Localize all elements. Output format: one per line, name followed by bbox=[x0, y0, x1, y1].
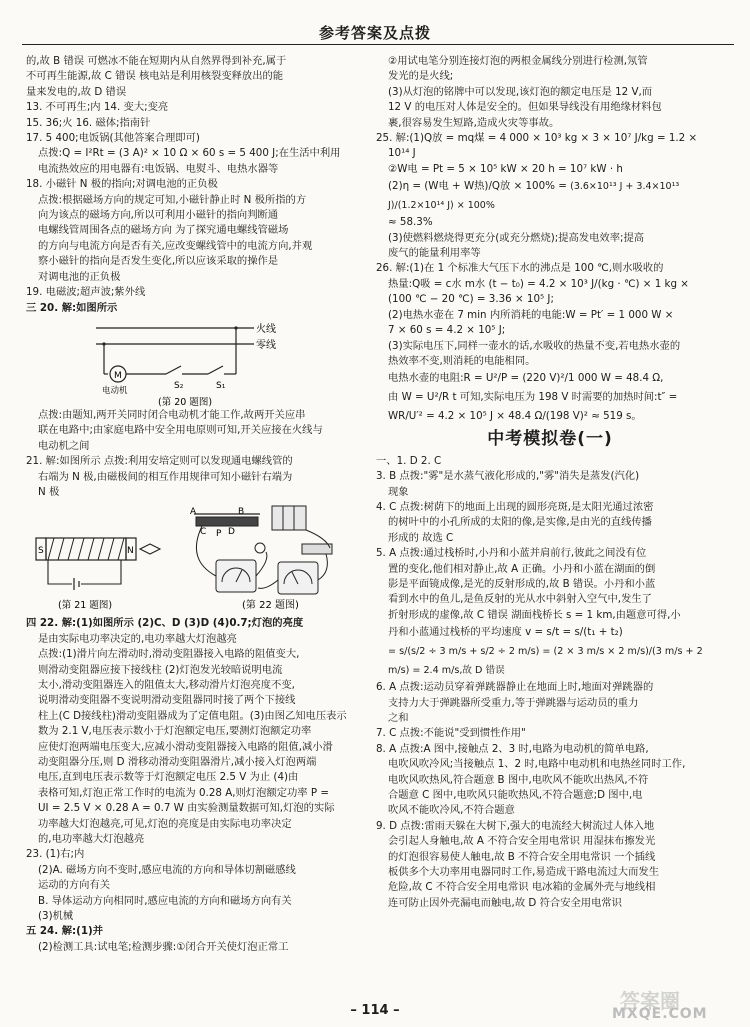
answer-line: 表格可知,灯泡正常工作时的电流为 0.28 A,则灯泡额定功率 P = bbox=[38, 786, 329, 799]
answer-line: 之和 bbox=[388, 712, 409, 724]
figures-21-22-svg bbox=[26, 500, 361, 616]
answer-line: 热效率不变,则消耗的电能相同。 bbox=[388, 354, 536, 367]
switch-s2-label: S₂ bbox=[174, 380, 184, 391]
switch-s1-icon bbox=[208, 366, 223, 374]
answer-line: B. 导体运动方向相同时,感应电流的方向和磁场方向有关 bbox=[38, 894, 292, 907]
terminal-d-label: D bbox=[228, 527, 235, 538]
fire-wire-label: 火线 bbox=[256, 323, 276, 335]
answer-line: 柱上(C D接线柱)滑动变阻器成为了定值电阻。(3)由图乙知电压表示 bbox=[38, 709, 347, 722]
answer-line: 裹,很容易发生短路,造成火灾等事故。 bbox=[388, 116, 560, 129]
answer-line: 不可再生能源,故 C 错误 核电站是利用核裂变释放出的能 bbox=[26, 70, 284, 83]
answer-line: 3. B 点拨:"雾"是水蒸气液化形成的,"雾"消失是蒸发(汽化) bbox=[376, 470, 640, 483]
answer-line: UI = 2.5 V × 0.28 A = 0.7 W 由实验测量数据可知,灯泡的实际 bbox=[38, 802, 335, 815]
answer-line: 则滑动变阻器应接下接线柱 (2)灯泡发光较暗说明电流 bbox=[38, 663, 283, 676]
switch-s2-icon bbox=[166, 366, 181, 374]
answer-line: 电热水壶的电阻:R = U²/P = (220 V)²/1 000 W = 48.4 Ω, bbox=[388, 372, 664, 385]
answer-line: 电流热效应的用电器有:电饭锅、电熨斗、电热水器等 bbox=[38, 162, 279, 175]
answer-line: 吹风不能吹冷风,不符合题意 bbox=[388, 804, 515, 817]
answer-line: 19. 电磁波;超声波;紫外线 bbox=[26, 286, 146, 299]
answer-line: (3)使燃料燃烧得更充分(或充分燃烧);提高发电效率;提高 bbox=[388, 231, 645, 244]
answer-line: (2)电热水壶在 7 min 内所消耗的电能:W = Pt′ = 1 000 W × bbox=[388, 308, 674, 321]
answer-line: 电压,直到电压表示数等于灯泡额定电压 2.5 V 为止 (4)由 bbox=[38, 771, 299, 784]
answer-line: 的灯泡很容易使人触电,故 B 不符合安全用电常识 一个插线 bbox=[388, 850, 656, 863]
answer-line: 5. A 点拨:通过栈桥时,小丹和小蓝并肩前行,彼此之间没有位 bbox=[376, 547, 647, 560]
answer-line bbox=[376, 177, 724, 215]
answer-line: 联在电路中;由家庭电路中安全用电原则可知,开关应接在火线与 bbox=[38, 424, 323, 437]
battery-box-icon bbox=[272, 506, 306, 530]
page-number: – 114 – bbox=[350, 1003, 400, 1018]
answer-line: 功率越大灯泡越亮,可见,灯泡的亮度是由实际电功率决定 bbox=[38, 817, 292, 830]
answer-line: 一、1. D 2. C bbox=[376, 454, 442, 467]
switch-icon bbox=[302, 544, 332, 554]
rheostat-icon bbox=[196, 517, 258, 526]
answer-line: 对调电池的正负极 bbox=[38, 270, 121, 283]
answer-line: 折射形成的虚像,故 C 错误 湖面栈桥长 s = 1 km,由题意可得,小 bbox=[388, 608, 681, 621]
ammeter-icon bbox=[216, 560, 256, 592]
figure-21-caption: (第 21 题图) bbox=[58, 600, 113, 612]
answer-line: 点拨:Q = I²Rt = (3 A)² × 10 Ω × 60 s = 5 400 J;在生活中利用 bbox=[38, 147, 341, 160]
answer-line: 26. 解:(1)在 1 个标准大气压下水的沸点是 100 ℃,则水吸收的 bbox=[376, 262, 664, 275]
answer-line: 连可防止因外壳漏电而触电,故 D 符合安全用电常识 bbox=[388, 896, 622, 909]
solenoid-diagram-21 bbox=[36, 538, 160, 611]
answer-line: 形成的 故选 C bbox=[388, 531, 454, 544]
answer-line: 电动机之间 bbox=[38, 439, 90, 452]
answer-line: 点拨:根据磁场方向的规定可知,小磁针静止时 N 极所指的方 bbox=[38, 193, 307, 206]
figures-21-22 bbox=[26, 500, 361, 616]
answer-line: N 极 bbox=[38, 485, 60, 498]
answer-line: 的,电功率越大灯泡越亮 bbox=[38, 833, 145, 846]
answer-line: (2)A. 磁场方向不变时,感应电流的方向和导体切割磁感线 bbox=[38, 863, 296, 876]
answer-line: 现象 bbox=[388, 485, 409, 498]
answer-line: 13. 不可再生;内 14. 变大;变亮 bbox=[26, 101, 169, 114]
header-rule bbox=[22, 44, 734, 45]
answer-line: 点拨:(1)滑片向左滑动时,滑动变阻器接入电路的阻值变大, bbox=[38, 648, 300, 661]
answer-line: 右端为 N 极,由磁极间的相互作用规律可知小磁针右端为 bbox=[38, 470, 293, 483]
answer-line: 18. 小磁针 N 极的指向;对调电池的正负极 bbox=[26, 178, 218, 191]
answer-line: 看到水中的鱼儿,是鱼反射的光从水中斜射入空气中,发生了 bbox=[388, 593, 652, 606]
answer-line: 废气的能量利用率等 bbox=[388, 247, 481, 260]
terminal-c-label: C bbox=[200, 527, 207, 538]
answer-line: (3)实际电压下,同样一壶水的话,水吸收的热量不变,若电热水壶的 bbox=[388, 339, 681, 352]
answer-line: 置的变化,他们相对静止,故 A 正确。小丹和小蓝在湖面的倒 bbox=[388, 562, 656, 575]
right-column bbox=[376, 54, 724, 1002]
answer-line: 9. D 点拨:雷雨天躲在大树下,强大的电流经大树流过人体入地 bbox=[376, 819, 655, 832]
answer-line: (3)机械 bbox=[38, 910, 74, 923]
answer-line: 板供多个大功率用电器同时工作,易造成干路电流过大而发生 bbox=[388, 866, 659, 879]
answer-line: 说明滑动变阻器不变说明滑动变阻器同时接了两个下接线 bbox=[38, 694, 296, 707]
answer-line: 25. 解:(1)Q放 = mq煤 = 4 000 × 10³ kg × 3 × 10⁷ J/kg = 1.2 × bbox=[376, 132, 698, 145]
answer-line: 23. (1)右;内 bbox=[26, 848, 85, 861]
answer-line: = s/(s/2 ÷ 3 m/s + s/2 ÷ 2 m/s) = (2 × 3 m/s × 2 m/s)/(3 m/s + 2 m/s) = 2.4 m/s,故 D 错误 bbox=[388, 646, 703, 677]
answer-line: 的,故 B 错误 可燃冰不能在短期内从自然界得到补充,属于 bbox=[26, 55, 287, 67]
answer-line: 8. A 点拨:A 图中,接触点 2、3 时,电路为电动机的简单电路, bbox=[376, 742, 649, 755]
answer-line: ≈ 58.3% bbox=[388, 216, 433, 229]
page-title: 参考答案及点拨 bbox=[318, 24, 431, 42]
answer-line: 电吹风吹热风,符合题意 B 图中,电吹风不能吹出热风,不符 bbox=[388, 773, 649, 786]
answer-line: 由 W = U²/R t 可知,实际电压为 198 V 时需要的加热时间:t″ = bbox=[388, 391, 678, 404]
watermark-logo: 答案圈 bbox=[620, 989, 680, 1013]
switch-s1-label: S₁ bbox=[216, 380, 226, 391]
answer-line: 三 20. 解:如图所示 bbox=[26, 301, 118, 314]
answer-line: 电吹风吹冷风;当接触点 1、2 时,电路中电动机和电热丝同时工作, bbox=[388, 758, 686, 771]
answer-line: 合题意 C 图中,电吹风只能吹热风,不符合题意;D 图中,电 bbox=[388, 789, 643, 802]
answer-line: 热量:Q吸 = c水 m水 (t − t₀) = 4.2 × 10³ J/(kg · ℃) × 1 kg × bbox=[388, 277, 689, 290]
left-column bbox=[26, 54, 361, 1002]
answer-line: 四 22. 解:(1)如图所示 (2)C、D (3)D (4)0.7;灯泡的亮度 bbox=[26, 617, 304, 630]
answer-line: 7. C 点拨:不能说"受到惯性作用" bbox=[376, 727, 526, 740]
answer-line: 15. 36;火 16. 磁体;指南针 bbox=[26, 116, 151, 129]
answer-line: 的树叶中的小孔所成的太阳的像,是实像,是由光的直线传播 bbox=[388, 516, 652, 529]
answer-line: (3)从灯泡的铭牌中可以发现,该灯泡的额定电压是 12 V,而 bbox=[388, 85, 653, 98]
answer-line: 7 × 60 s = 4.2 × 10⁵ J; bbox=[388, 324, 506, 337]
apparatus-diagram-22 bbox=[190, 506, 332, 611]
motor-label: 电动机 bbox=[102, 385, 128, 396]
answer-line: 21. 解:如图所示 点拨:利用安培定则可以发现通电螺线管的 bbox=[26, 455, 293, 468]
answer-line: ②用试电笔分别连接灯泡的两根金属线分别进行检测,氖管 bbox=[388, 55, 648, 67]
answer-line: 电螺线管周围各点的磁场方向 为了探究通电螺线管磁场 bbox=[38, 224, 289, 237]
bulb-icon bbox=[255, 543, 265, 553]
figure-20-caption: (第 20 题图) bbox=[158, 396, 213, 408]
answer-line: 会引起人身触电,故 A 不符合安全用电常识 用湿抹布擦发光 bbox=[388, 835, 656, 848]
exam-section-title: 中考模拟卷(一) bbox=[487, 429, 613, 450]
answer-line: 运动的方向有关 bbox=[38, 879, 111, 892]
answer-line: 危险,故 C 不符合安全用电常识 电冰箱的金属外壳与地线相 bbox=[388, 881, 656, 894]
figure-20 bbox=[26, 316, 361, 408]
answer-line: 支持力大于弹跳器所受重力,等于弹跳器与运动员的重力 bbox=[388, 696, 639, 709]
answer-line: 6. A 点拨:运动员穿着弹跳器静止在地面上时,地面对弹跳器的 bbox=[376, 681, 654, 694]
formula-part: (2)η = (W电 + W热)/Q放 × 100% = bbox=[388, 180, 571, 193]
zero-wire-label: 零线 bbox=[256, 339, 276, 351]
answer-line: 影是平面镜成像,是光的反射形成的,故 B 错误。小丹和小蓝 bbox=[388, 577, 656, 590]
answer-line: (100 ℃ − 20 ℃) = 3.36 × 10⁵ J; bbox=[388, 293, 554, 306]
answer-line: WR/U′² = 4.2 × 10⁵ J × 48.4 Ω/(198 V)² ≈ 519 s。 bbox=[388, 410, 642, 423]
watermark-url: MXQE.COM bbox=[612, 1006, 708, 1022]
answer-line: 量来发电的,故 D 错误 bbox=[26, 85, 127, 98]
answer-line: 是由实际电功率决定的,电功率越大灯泡越亮 bbox=[38, 632, 237, 645]
circuit-diagram-20 bbox=[26, 316, 361, 408]
answer-line: 12 V 的电压对人体是安全的。但如果导线没有用绝缘材料包 bbox=[388, 101, 662, 114]
pole-s-label: S bbox=[38, 546, 44, 557]
answer-line: 17. 5 400;电饭锅(其他答案合理即可) bbox=[26, 132, 200, 145]
answer-line: 的方向与电流方向是否有关,应改变螺线管中的电流方向,并观 bbox=[38, 239, 313, 252]
answer-line: 数为 2.1 V,电压表示数小于灯泡额定电压,要测灯泡额定功率 bbox=[38, 725, 312, 738]
compass-needle-icon bbox=[140, 544, 160, 554]
answer-line: 发光的是火线; bbox=[388, 70, 454, 83]
motor-symbol: M bbox=[114, 370, 122, 381]
answer-line: 丹和小蓝通过栈桥的平均速度 v = s/t = s/(t₁ + t₂) bbox=[388, 626, 623, 639]
terminal-b-label: B bbox=[238, 507, 245, 518]
answer-line: (2)检测工具:试电笔;检测步骤:①闭合开关使灯泡正常工 bbox=[38, 940, 289, 953]
answer-line: 动变阻器分压,则 D 滑移动滑动变阻器滑片,减小接入灯泡两端 bbox=[38, 756, 317, 768]
figure-22-caption: (第 22 题图) bbox=[242, 600, 299, 612]
slider-p-label: P bbox=[216, 529, 222, 540]
voltmeter-icon bbox=[278, 562, 318, 594]
formula-part: (3.6×10¹³ J + 3.4×10¹³ J)/(1.2×10¹⁴ J) × 100% bbox=[388, 181, 680, 212]
page-header bbox=[0, 0, 750, 50]
answer-line: ②W电 = Pt = 5 × 10⁵ kW × 20 h = 10⁷ kW · h bbox=[388, 162, 623, 175]
answer-line: 点拨:由题知,两开关同时闭合电动机才能工作,故两开关应串 bbox=[38, 408, 306, 421]
answer-line: 应使灯泡两端电压变大,应减小滑动变阻器接入电路的阻值,减小滑 bbox=[38, 740, 333, 753]
answer-line: 向为该点的磁场方向,所以可利用小磁针的指向判断通 bbox=[38, 209, 279, 222]
answer-line: 4. C 点拨:树荫下的地面上出现的圆形亮斑,是太阳光通过浓密 bbox=[376, 500, 654, 513]
answer-line: 察小磁针的指向是否发生变化,所以应该采取的操作是 bbox=[38, 255, 279, 268]
answer-line: 五 24. 解:(1)并 bbox=[26, 925, 103, 938]
answer-line: 太小,滑动变阻器连入的阻值太大,移动滑片灯泡亮度不变, bbox=[38, 678, 295, 691]
answer-line: 10¹⁴ J bbox=[388, 147, 416, 160]
terminal-a-label: A bbox=[190, 507, 197, 518]
pole-n-label: N bbox=[127, 546, 134, 557]
